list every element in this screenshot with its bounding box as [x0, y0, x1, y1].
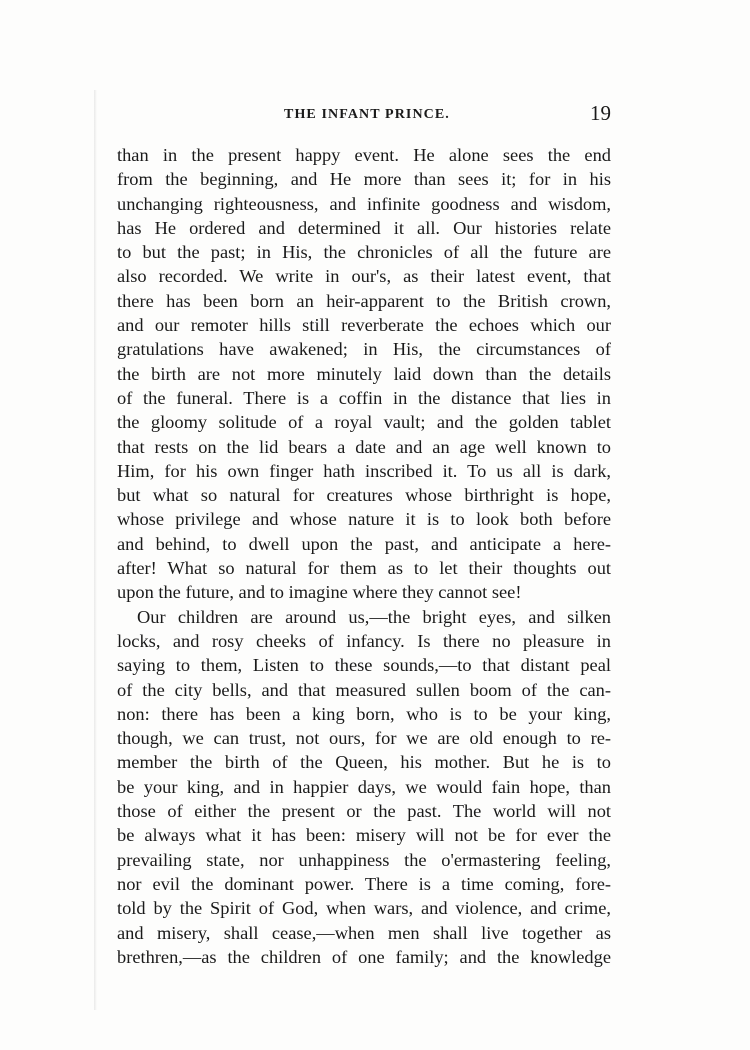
text-line: from the beginning, and He more than sees it; for in his [117, 169, 611, 190]
text-line: gratulations have awakened; in His, the circumstances of [117, 339, 611, 360]
body-text [117, 143, 611, 969]
paragraph [117, 143, 611, 605]
text-line: of the city bells, and that measured sullen boom of the can- [117, 679, 611, 700]
text-line: Our children are around us,—the bright eyes, and silken [137, 606, 611, 627]
text-line: the birth are not more minutely laid down than the details [117, 363, 611, 384]
text-line: brethren,—as the children of one family; and the knowledge [117, 946, 611, 967]
text-line: prevailing state, nor unhappiness the o'ermastering feeling, [117, 849, 611, 870]
text-line: Him, for his own finger hath inscribed it. To us all is dark, [117, 460, 611, 481]
text-line: of the funeral. There is a coffin in the distance that lies in [117, 387, 611, 408]
running-header [117, 103, 611, 131]
text-line: told by the Spirit of God, when wars, and violence, and crime, [117, 898, 611, 919]
text-line: also recorded. We write in our's, as their latest event, that [117, 266, 611, 287]
text-line: and our remoter hills still reverberate the echoes which our [117, 315, 611, 336]
text-line: to but the past; in His, the chronicles of all the future are [117, 242, 611, 263]
running-title: THE INFANT PRINCE. [284, 107, 450, 122]
paragraph [117, 605, 611, 969]
text-line: but what so natural for creatures whose birthright is hope, [117, 485, 611, 506]
text-line: those of either the present or the past. The world will not [117, 801, 611, 822]
text-line: and misery, shall cease,—when men shall live together as [117, 922, 611, 943]
text-line: though, we can trust, not ours, for we are old enough to re- [117, 728, 611, 749]
text-line: whose privilege and whose nature it is to look both before [117, 509, 611, 530]
text-line: be always what it has been: misery will not be for ever the [117, 825, 611, 846]
text-line: unchanging righteousness, and infinite goodness and wisdom, [117, 193, 611, 214]
text-line: and behind, to dwell upon the past, and anticipate a here- [117, 533, 611, 554]
text-line: than in the present happy event. He alone sees the end [117, 145, 611, 165]
text-line: member the birth of the Queen, his mother. But he is to [117, 752, 611, 773]
text-line: there has been born an heir-apparent to the British crown, [117, 290, 611, 311]
text-line: non: there has been a king born, who is to be your king, [117, 703, 611, 724]
text-line: has He ordered and determined it all. Our histories relate [117, 217, 611, 238]
text-line: upon the future, and to imagine where they cannot see! [117, 582, 522, 603]
text-line: after! What so natural for them as to let their thoughts out [117, 558, 611, 579]
text-line: saying to them, Listen to these sounds,—to that distant peal [117, 655, 611, 676]
page-number: 19 [590, 101, 611, 125]
text-line: be your king, and in happier days, we would fain hope, than [117, 776, 611, 797]
text-line: nor evil the dominant power. There is a time coming, fore- [117, 873, 611, 894]
text-line: that rests on the lid bears a date and an age well known to [117, 436, 611, 457]
text-line: the gloomy solitude of a royal vault; and the golden tablet [117, 412, 611, 433]
text-line: locks, and rosy cheeks of infancy. Is there no pleasure in [117, 630, 611, 651]
gutter-shadow [94, 90, 97, 1010]
